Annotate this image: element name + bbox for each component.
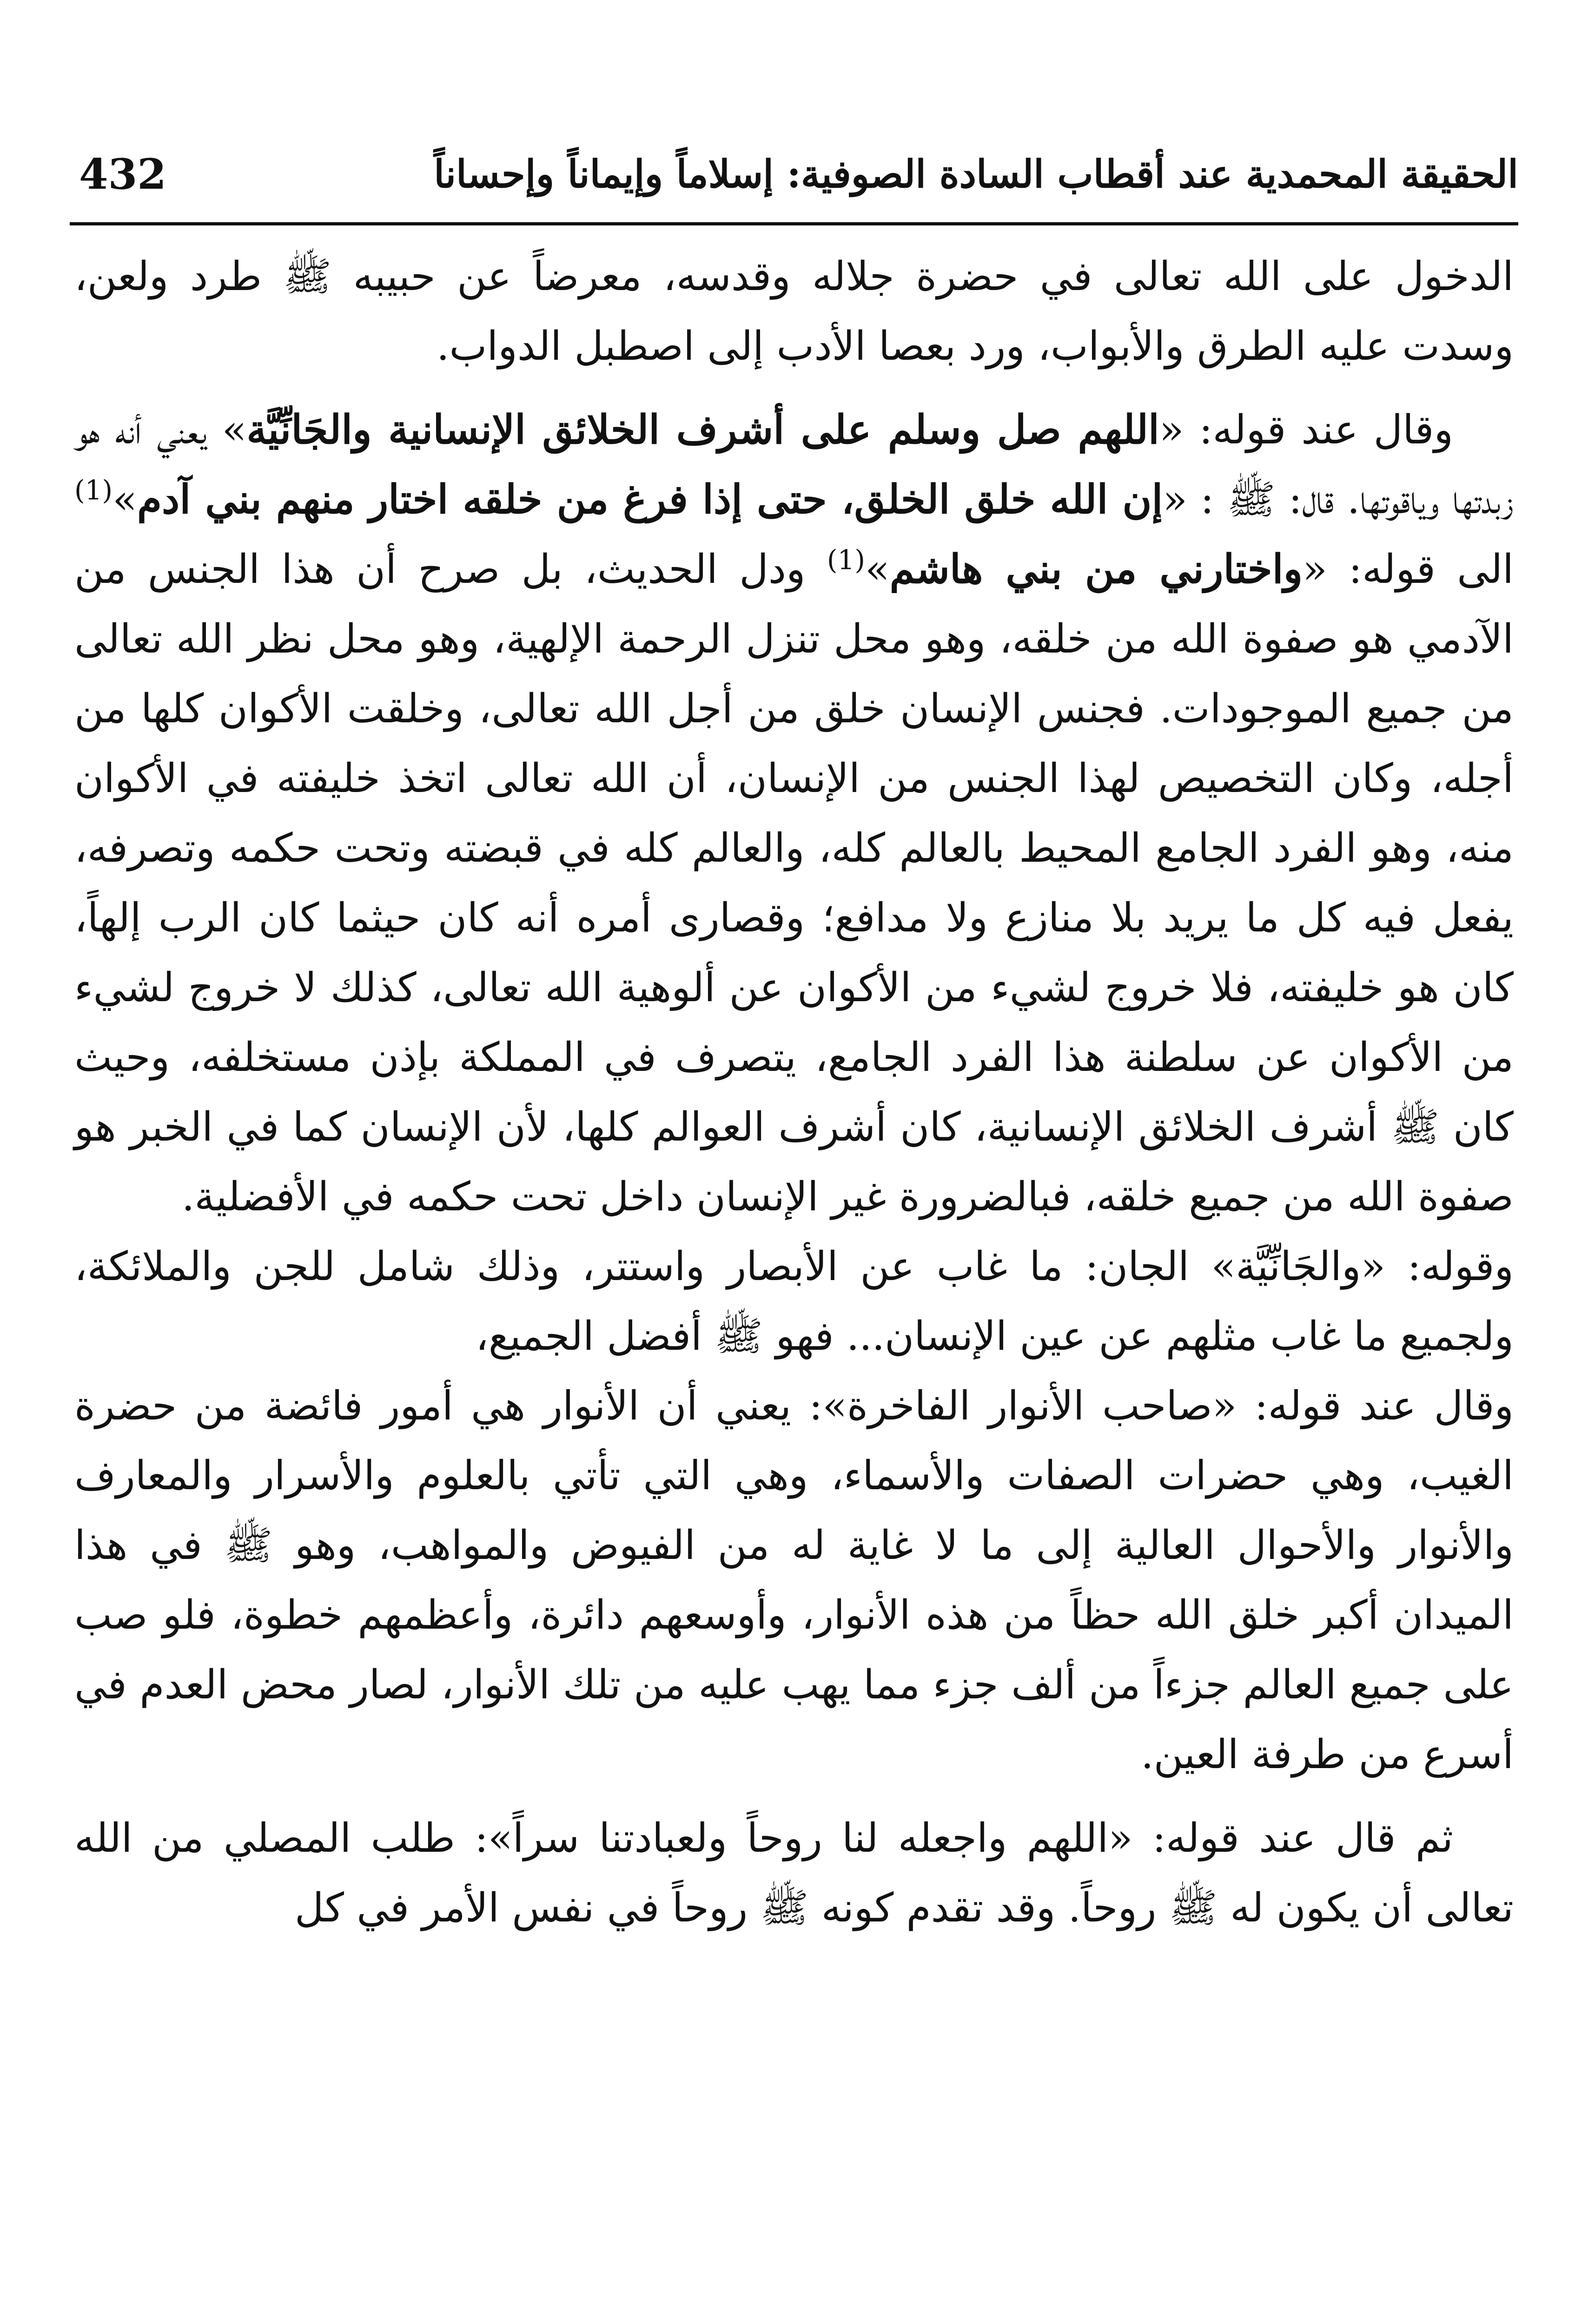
paragraph-3: وقوله: «والجَانِّيَّة» الجان: ما غاب عن الأبصار واستتر، وذلك شامل للجن والملائكة، ولجميع ما غاب مثلهم عن عين الإنسان... فهو ﷺ أفضل الجميع، xyxy=(74,1243,1514,1360)
p2-after-hadith-2: » xyxy=(865,546,890,593)
running-title: الحقيقة المحمدية عند أقطاب السادة الصوفية: إسلاماً وإيماناً وإحساناً xyxy=(434,152,1518,197)
page-header xyxy=(79,139,1518,209)
p2-hadith-2: واختارني من بني هاشم xyxy=(889,546,1303,593)
paragraph-4: وقال عند قوله: «صاحب الأنوار الفاخرة»: يعني أن الأنوار هي أمور فائضة من حضرة الغيب، وهي حضرات الصفات والأسماء، وهي التي تأتي بالعلوم والأسرار والمعارف والأنوار والأحوال العالية إلى ما لا غاية له من الفيوض والمواهب، وهو ﷺ في هذا الميدان أكبر خلق الله حظاً من هذه الأنوار، وأوسعهم دائرة، وأعظمهم خطوة، فلو صب على جميع العالم جزءاً من ألف جزء مما يهب عليه من تلك الأنوار، لصار محض العدم في أسرع من طرفة العين. xyxy=(74,1383,1514,1778)
paragraph-2 xyxy=(74,395,1514,1232)
p2-after-hadith-1: » xyxy=(112,476,137,523)
header-divider xyxy=(70,222,1518,225)
p2-mid: الى قوله: « xyxy=(1303,546,1514,593)
paragraph-5: ثم قال عند قوله: «اللهم واجعله لنا روحاً ولعبادتنا سراً»: طلب المصلي من الله تعالى أن يكون له ﷺ روحاً. وقد تقدم كونه ﷺ روحاً في نفس الأمر في كل xyxy=(74,1815,1514,1931)
paragraph-1: الدخول على الله تعالى في حضرة جلاله وقدسه، معرضاً عن حبيبه ﷺ طرد ولعن، وسدت عليه الطرق والأبواب، ورد بعصا الأدب إلى اصطبل الدواب. xyxy=(74,253,1514,370)
p2-hadith-1: إن الله خلق الخلق، حتى إذا فرغ من خلقه اختار منهم بني آدم xyxy=(137,476,1163,523)
p2-intro: وقال عند قوله: « xyxy=(1159,407,1453,453)
footnote-marker[interactable]: (1) xyxy=(827,544,866,576)
main-text xyxy=(74,242,1514,1943)
p2-rest: ودل الحديث، بل صرح أن هذا الجنس من الآدمي هو صفوة الله من خلقه، وهو محل تنزل الرحمة الإلهية، وهو محل نظر الله تعالى من جميع الموجودات. فجنس الإنسان خلق من أجل الله تعالى، وخلقت الأكوان كلها من أجله، وكان التخصيص لهذا الجنس من الإنسان، أن الله تعالى اتخذ خليفته في الأكوان منه، وهو الفرد الجامع المحيط بالعالم كله، والعالم كله في قبضته وتحت حكمه وتصرفه، يفعل فيه كل ما يريد بلا منازع ولا مدافع؛ وقصارى أمره أنه كان حيثما كان الرب إلهاً، كان هو خليفته، فلا خروج لشيء من الأكوان عن ألوهية الله تعالى، كذلك لا خروج لشيء من الأكوان عن سلطنة هذا الفرد الجامع، يتصرف في المملكة بإذن مستخلفه، وحيث كان ﷺ أشرف الخلائق الإنسانية، كان أشرف العوالم كلها، لأن الإنسان كما في الخبر هو صفوة الله من جميع خلقه، فبالضرورة غير الإنسان داخل تحت حكمه في الأفضلية. xyxy=(74,546,1514,1220)
p2-bold-quote: اللهم صل وسلم على أشرف الخلائق الإنسانية والجَانِّيَّة xyxy=(246,406,1159,453)
page-number: 432 xyxy=(79,150,166,199)
footnote-marker[interactable]: (1) xyxy=(74,474,113,506)
p2-after-quote: » يعني أنه هو زبدتها وياقوتها. قال: ﷺ : « xyxy=(74,407,1514,523)
